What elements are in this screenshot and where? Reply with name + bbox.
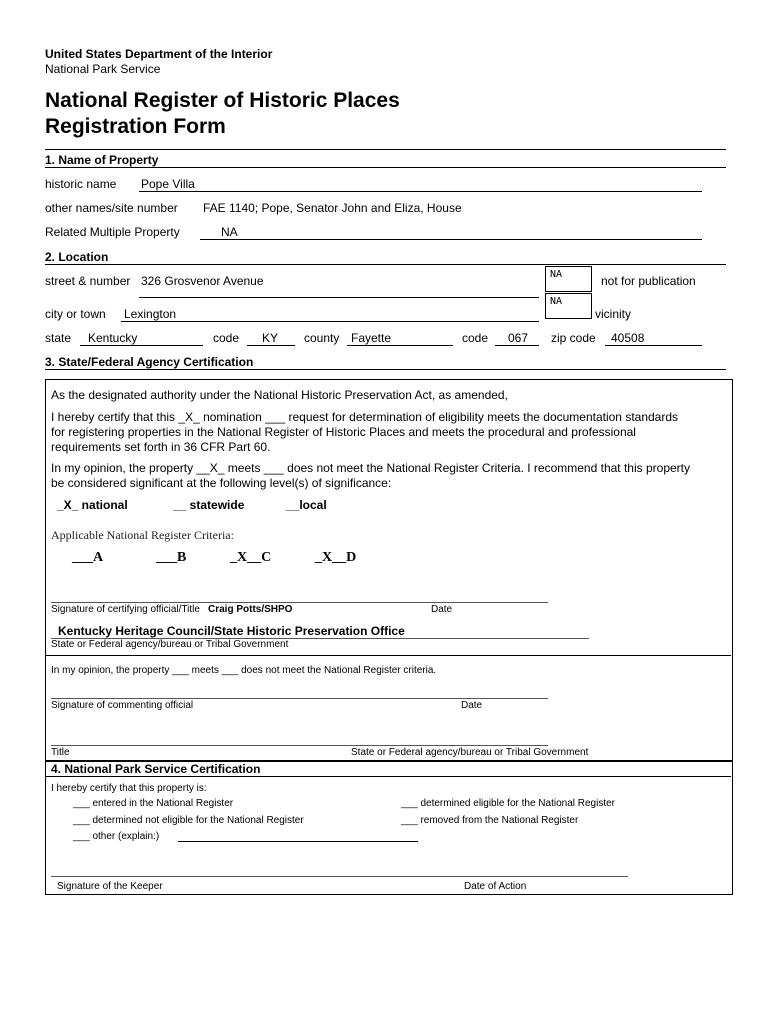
- other-explain-line[interactable]: [178, 841, 418, 842]
- certify-line-3: requirements set forth in 36 CFR Part 60.: [51, 440, 271, 454]
- county-field[interactable]: Fayette: [351, 331, 392, 345]
- certifying-signature-label: Signature of certifying official/Title: [51, 604, 200, 615]
- certifying-official-name: Craig Potts/SHPO: [208, 604, 293, 615]
- criteria-d[interactable]: _X__D: [315, 550, 357, 565]
- street-underline: [139, 297, 539, 298]
- criteria-a[interactable]: ___A: [72, 550, 104, 565]
- certifying-signature-line[interactable]: [51, 602, 548, 603]
- street-label: street & number: [45, 274, 131, 288]
- commenting-signature-label: Signature of commenting official: [51, 700, 194, 711]
- section1-heading: 1. Name of Property: [45, 153, 159, 167]
- state-field[interactable]: Kentucky: [88, 331, 138, 345]
- department-name: United States Department of the Interior: [45, 47, 273, 61]
- historic-name-field[interactable]: Pope Villa: [141, 177, 195, 191]
- certify-line-1: I hereby certify that this _X_ nomination ___ request for determination of eligibility meets the documentation standards: [51, 410, 679, 424]
- multiple-property-field[interactable]: NA: [221, 225, 238, 239]
- option-determined-not-eligible[interactable]: ___ determined not eligible for the National Register: [73, 815, 304, 826]
- office-name: Kentucky Heritage Council/State Historic Preservation Office: [58, 624, 405, 638]
- opinion-divider: [45, 655, 731, 656]
- not-for-publication-box[interactable]: NA: [545, 266, 592, 292]
- opinion-line-1: In my opinion, the property __X_ meets ___ does not meet the National Register Criteria. I recommend that this property: [51, 461, 690, 475]
- criteria-label: Applicable National Register Criteria:: [51, 528, 234, 542]
- option-determined-eligible[interactable]: ___ determined eligible for the National Register: [401, 798, 616, 809]
- state-label: state: [45, 331, 72, 345]
- zip-field[interactable]: 40508: [611, 331, 645, 345]
- section4-intro: I hereby certify that this property is:: [51, 783, 207, 794]
- zip-label: zip code: [551, 331, 596, 345]
- other-names-label: other names/site number: [45, 201, 178, 215]
- city-field[interactable]: Lexington: [124, 307, 177, 321]
- city-underline: [121, 321, 539, 322]
- level-national[interactable]: _X_ national: [57, 498, 128, 512]
- state-code-field[interactable]: KY: [262, 331, 279, 345]
- option-removed[interactable]: ___ removed from the National Register: [401, 815, 579, 826]
- multiple-property-label: Related Multiple Property: [45, 225, 180, 239]
- street-field[interactable]: 326 Grosvenor Avenue: [141, 274, 264, 288]
- section4-heading-rule: [45, 776, 731, 777]
- title-label: Title: [51, 747, 70, 758]
- county-code-underline: [495, 345, 539, 346]
- office-label: State or Federal agency/bureau or Tribal Government: [51, 639, 289, 650]
- date-of-action-label: Date of Action: [464, 881, 527, 892]
- section3-heading-rule: [45, 369, 726, 370]
- section1-top-rule: [45, 149, 726, 150]
- title-line[interactable]: [51, 745, 548, 746]
- county-code-field[interactable]: 067: [508, 331, 529, 345]
- city-label: city or town: [45, 307, 106, 321]
- other-names-field[interactable]: FAE 1140; Pope, Senator John and Eliza, House: [203, 201, 462, 215]
- certifying-date-label: Date: [431, 604, 453, 615]
- historic-name-label: historic name: [45, 177, 117, 191]
- criteria-c[interactable]: _X__C: [230, 550, 272, 565]
- level-local[interactable]: __local: [286, 498, 327, 512]
- section1-heading-rule: [45, 167, 726, 168]
- commenting-opinion: In my opinion, the property ___ meets ___ does not meet the National Register criteria.: [51, 665, 437, 676]
- section2-heading-rule: [45, 264, 726, 265]
- section4-box: [45, 760, 733, 895]
- state-code-underline: [247, 345, 295, 346]
- criteria-b[interactable]: ___B: [156, 550, 187, 565]
- state-underline: [80, 345, 203, 346]
- historic-name-underline: [139, 191, 702, 192]
- form-title-line2: Registration Form: [45, 115, 226, 138]
- state-code-label: code: [213, 331, 240, 345]
- not-for-publication-label: not for publication: [601, 274, 696, 288]
- option-entered[interactable]: ___ entered in the National Register: [73, 798, 234, 809]
- section3-heading: 3. State/Federal Agency Certification: [45, 355, 254, 369]
- keeper-signature-label: Signature of the Keeper: [57, 881, 163, 892]
- vicinity-label: vicinity: [595, 307, 632, 321]
- section4-heading: 4. National Park Service Certification: [51, 762, 261, 776]
- county-code-label: code: [462, 331, 489, 345]
- commenting-signature-line[interactable]: [51, 698, 548, 699]
- service-name: National Park Service: [45, 62, 161, 76]
- authority-statement: As the designated authority under the National Historic Preservation Act, as amended,: [51, 388, 508, 402]
- vicinity-box[interactable]: NA: [545, 293, 592, 319]
- certify-line-2: for registering properties in the National Register of Historic Places and meets the procedural and professional: [51, 425, 636, 439]
- section2-heading: 2. Location: [45, 250, 109, 264]
- county-underline: [347, 345, 453, 346]
- multiple-property-underline: [200, 239, 702, 240]
- commenting-date-label: Date: [461, 700, 483, 711]
- form-title-line1: National Register of Historic Places: [45, 89, 400, 112]
- level-statewide[interactable]: __ statewide: [173, 498, 245, 512]
- keeper-signature-line[interactable]: [51, 876, 628, 877]
- option-other[interactable]: ___ other (explain:): [73, 831, 160, 842]
- opinion-line-2: be considered significant at the following level(s) of significance:: [51, 476, 392, 490]
- agency-label: State or Federal agency/bureau or Tribal Government: [351, 747, 589, 758]
- zip-underline: [605, 345, 702, 346]
- county-label: county: [304, 331, 340, 345]
